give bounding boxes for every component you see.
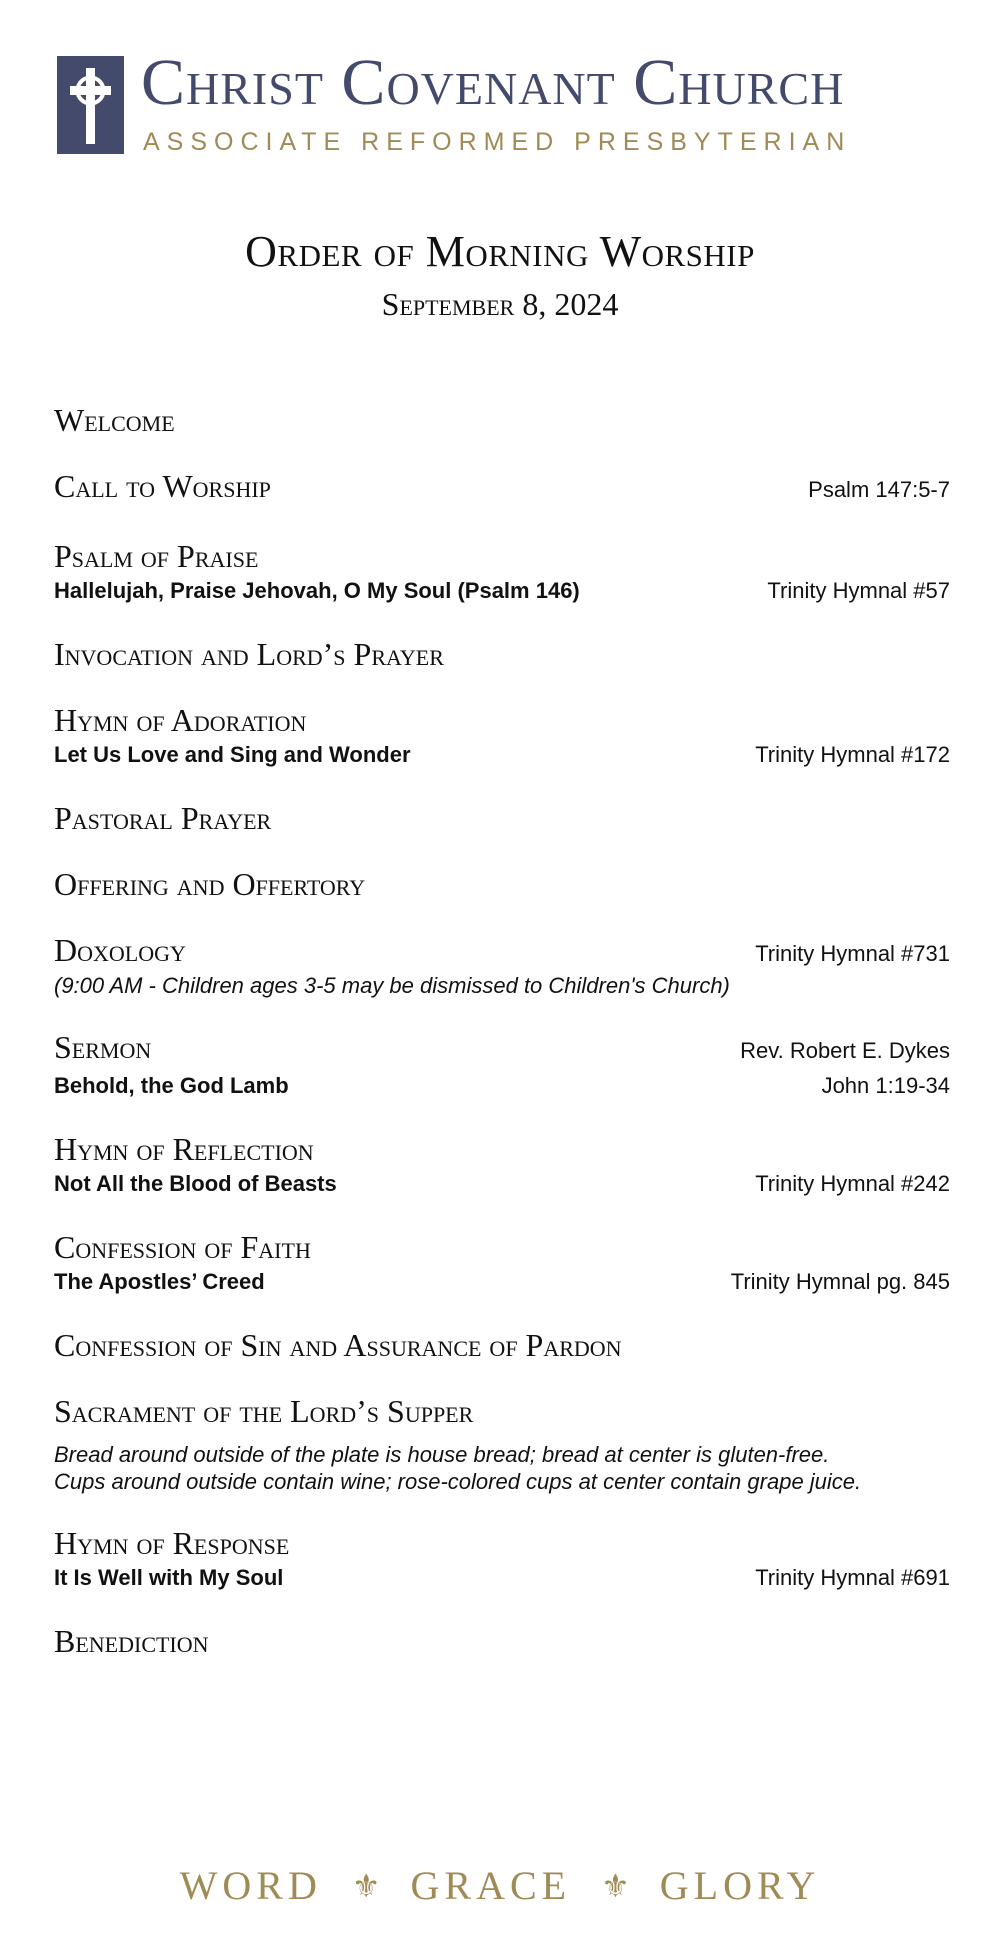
worship-item (54, 402, 950, 438)
preacher-name: Rev. Robert E. Dykes (740, 1038, 950, 1063)
sermon-title: Behold, the God Lamb (54, 1073, 289, 1098)
item-title: Not All the Blood of Beasts (54, 1171, 337, 1196)
item-heading: Hymn of Adoration (54, 702, 307, 738)
item-reference: Trinity Hymnal #57 (767, 578, 950, 603)
scripture-reference: John 1:19-34 (821, 1073, 950, 1098)
item-heading: Benediction (54, 1623, 209, 1659)
item-reference: Trinity Hymnal pg. 845 (730, 1269, 950, 1294)
motto-word: GLORY (659, 1863, 821, 1908)
worship-item (54, 1623, 950, 1659)
item-heading: Hymn of Reflection (54, 1131, 314, 1167)
item-heading: Confession of Sin and Assurance of Pardon (54, 1327, 622, 1363)
worship-item (54, 1029, 950, 1101)
worship-item (54, 1229, 950, 1297)
item-heading: Sacrament of the Lord’s Supper (54, 1393, 474, 1429)
worship-item (54, 636, 950, 672)
worship-item (54, 932, 950, 999)
order-of-worship-list (54, 402, 950, 1689)
item-heading: Welcome (54, 402, 175, 438)
item-reference: Trinity Hymnal #242 (755, 1171, 950, 1196)
worship-item (54, 800, 950, 836)
church-name: Christ Covenant Church (141, 46, 845, 119)
item-heading: Pastoral Prayer (54, 800, 272, 836)
service-date: September 8, 2024 (381, 286, 619, 322)
item-heading: Offering and Offertory (54, 866, 366, 902)
item-heading: Sermon (54, 1029, 152, 1065)
worship-item (54, 468, 950, 508)
item-heading: Psalm of Praise (54, 538, 259, 574)
item-title: It Is Well with My Soul (54, 1565, 284, 1590)
item-heading: Confession of Faith (54, 1229, 311, 1265)
item-note: Cups around outside contain wine; rose-colored cups at center contain grape juice. (54, 1469, 862, 1494)
item-reference: Trinity Hymnal #731 (755, 941, 950, 966)
footer-motto (0, 1862, 1000, 1909)
motto-word: WORD (179, 1863, 322, 1908)
worship-item (54, 1327, 950, 1363)
item-title: The Apostles’ Creed (54, 1269, 265, 1294)
page-title: Order of Morning Worship (245, 227, 755, 276)
item-note: (9:00 AM - Children ages 3-5 may be dismissed to Children's Church) (54, 973, 730, 998)
item-note: Bread around outside of the plate is house bread; bread at center is gluten-free. (54, 1442, 830, 1467)
flourish-icon: ⚜ (351, 1867, 381, 1904)
flourish-icon: ⚜ (601, 1867, 630, 1904)
item-reference: Psalm 147:5-7 (808, 477, 950, 502)
item-title: Let Us Love and Sing and Wonder (54, 742, 411, 767)
worship-item (54, 538, 950, 606)
denomination-subtitle: ASSOCIATE REFORMED PRESBYTERIAN (143, 128, 852, 156)
worship-item (54, 866, 950, 902)
item-reference: Trinity Hymnal #172 (755, 742, 950, 767)
motto-word: GRACE (410, 1863, 572, 1908)
item-heading: Hymn of Response (54, 1525, 290, 1561)
worship-item (54, 1525, 950, 1593)
item-reference: Trinity Hymnal #691 (755, 1565, 950, 1590)
worship-item (54, 702, 950, 770)
item-heading: Call to Worship (54, 468, 271, 504)
item-heading: Doxology (54, 932, 186, 968)
item-heading: Invocation and Lord’s Prayer (54, 636, 444, 672)
worship-item (54, 1393, 950, 1495)
worship-item (54, 1131, 950, 1199)
item-title: Hallelujah, Praise Jehovah, O My Soul (Psalm 146) (54, 578, 580, 603)
church-header (57, 46, 947, 156)
title-block (0, 227, 1000, 322)
celtic-cross-icon (57, 56, 124, 154)
